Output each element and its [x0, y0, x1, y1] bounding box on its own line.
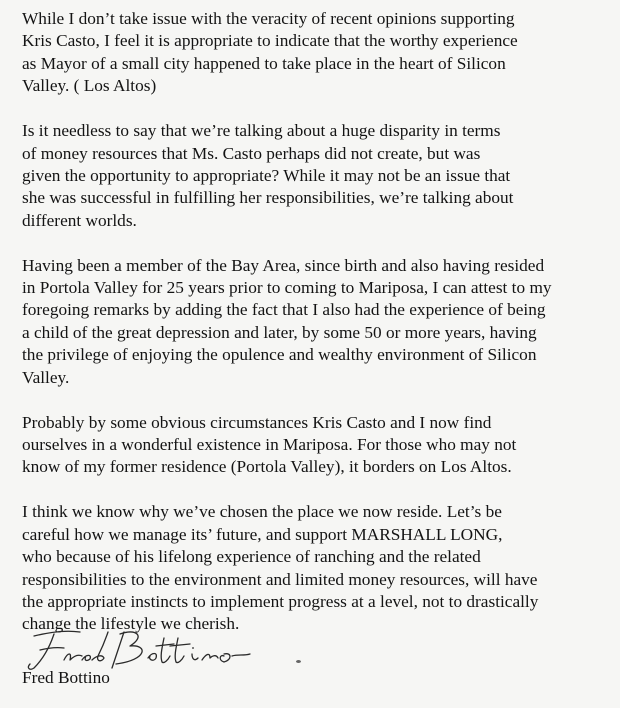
- text-line: Valley. ( Los Altos): [22, 76, 157, 96]
- paragraph-4: [22, 412, 614, 479]
- paragraph-1: [22, 8, 614, 98]
- text-line: the privilege of enjoying the opulence and wealthy environment of Silicon: [22, 345, 537, 365]
- text-line: given the opportunity to appropriate? While it may not be an issue that: [22, 165, 511, 185]
- text-line: Having been a member of the Bay Area, since birth and also having resided: [22, 255, 545, 275]
- text-line: Is it needless to say that we’re talking about a huge disparity in terms: [22, 121, 501, 141]
- text-line: a child of the great depression and later, by some 50 or more years, having: [22, 322, 537, 342]
- text-line: she was successful in fulfilling her responsibilities, we’re talking about: [22, 188, 514, 208]
- text-line: who because of his lifelong experience of ranching and the related: [22, 547, 481, 567]
- text-line: know of my former residence (Portola Valley), it borders on Los Altos.: [22, 457, 512, 477]
- text-line: While I don’t take issue with the veracity of recent opinions supporting: [22, 9, 515, 28]
- text-line: as Mayor of a small city happened to take place in the heart of Silicon: [22, 53, 506, 73]
- text-line: ourselves in a wonderful existence in Mariposa. For those who may not: [22, 435, 517, 454]
- text-line: change the lifestyle we cherish.: [22, 614, 240, 634]
- paragraph-2: [22, 120, 614, 232]
- text-line: Probably by some obvious circumstances Kris Casto and I now find: [22, 412, 492, 432]
- text-line: in Portola Valley for 25 years prior to coming to Mariposa, I can attest to my: [22, 278, 552, 298]
- handwritten-signature: [20, 626, 260, 672]
- paragraph-3: [22, 255, 614, 389]
- text-line: responsibilities to the environment and limited money resources, will have: [22, 569, 538, 589]
- letter-body: [22, 8, 614, 658]
- signer-name: Fred Bottino: [22, 668, 110, 687]
- text-line: careful how we manage its’ future, and support MARSHALL LONG,: [22, 524, 503, 544]
- text-line: the appropriate instincts to implement progress at a level, not to drastically: [22, 591, 539, 611]
- text-line: Kris Casto, I feel it is appropriate to indicate that the worthy experience: [22, 31, 518, 51]
- text-line: Valley.: [22, 367, 70, 387]
- text-line: different worlds.: [22, 210, 137, 230]
- text-line: foregoing remarks by adding the fact that I also had the experience of being: [22, 300, 546, 320]
- text-line: of money resources that Ms. Casto perhaps did not create, but was: [22, 143, 481, 163]
- text-line: I think we know why we’ve chosen the place we now reside. Let’s be: [22, 502, 502, 522]
- paragraph-5: [22, 501, 614, 635]
- stray-mark: [296, 660, 301, 663]
